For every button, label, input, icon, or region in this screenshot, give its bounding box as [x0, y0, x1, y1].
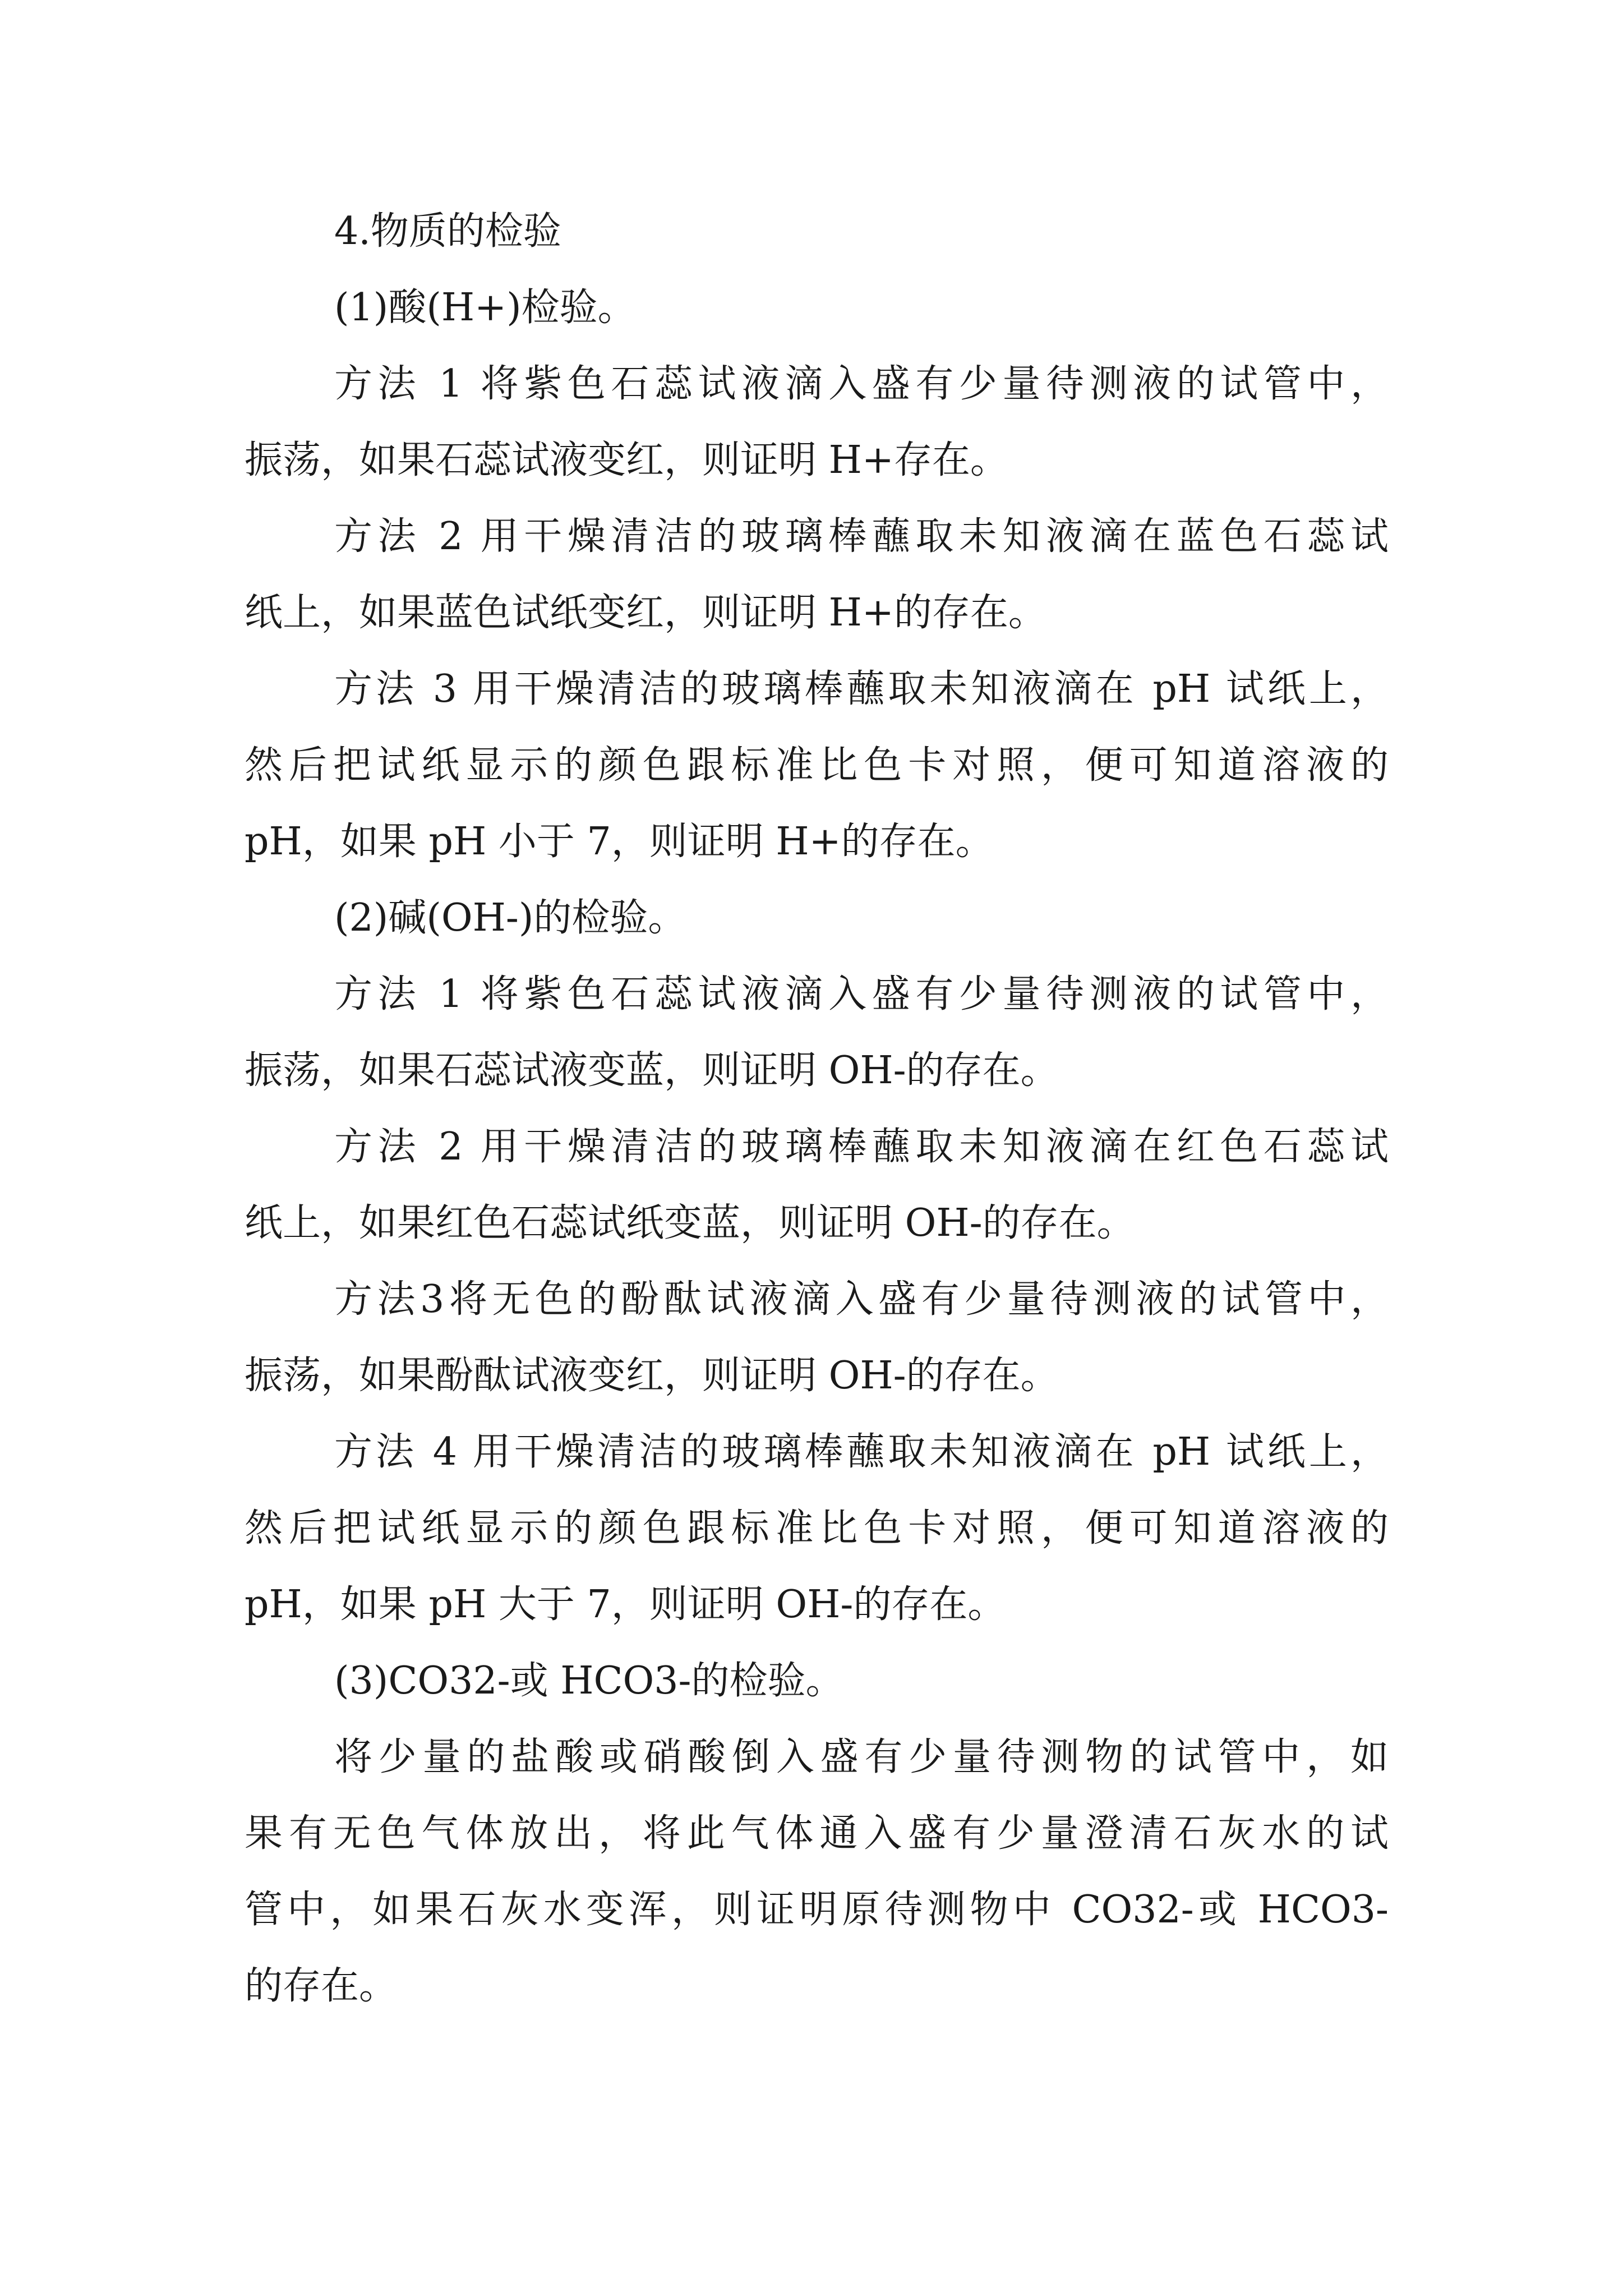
section-heading: 4.物质的检验	[334, 209, 561, 254]
paragraph-line: 然后把试纸显示的颜色跟标准比色卡对照，便可知道溶液的	[245, 743, 1389, 788]
section-title-carbonate: (3)CO32-或 HCO3-的检验。	[334, 1659, 844, 1703]
paragraph-line: 纸上，如果红色石蕊试纸变蓝，则证明 OH-的存在。	[245, 1201, 1135, 1245]
paragraph-line: 方法 1 将紫色石蕊试液滴入盛有少量待测液的试管中，	[334, 972, 1389, 1016]
section-title-base: (2)碱(OH-)的检验。	[334, 896, 686, 940]
paragraph-line: 振荡，如果酚酞试液变红，则证明 OH-的存在。	[245, 1354, 1059, 1398]
paragraph-line: 振荡，如果石蕊试液变蓝，则证明 OH-的存在。	[245, 1048, 1059, 1093]
paragraph-line: 方法3将无色的酚酞试液滴入盛有少量待测液的试管中，	[334, 1277, 1389, 1322]
paragraph-line: 方法 2 用干燥清洁的玻璃棒蘸取未知液滴在蓝色石蕊试	[334, 514, 1389, 559]
paragraph-line: 的存在。	[245, 1964, 398, 2008]
paragraph-line: 果有无色气体放出，将此气体通入盛有少量澄清石灰水的试	[245, 1811, 1389, 1856]
paragraph-line: 方法 1 将紫色石蕊试液滴入盛有少量待测液的试管中，	[334, 362, 1389, 406]
paragraph-line: pH，如果 pH 小于 7，则证明 H+的存在。	[245, 820, 994, 864]
paragraph-line: pH，如果 pH 大于 7，则证明 OH-的存在。	[245, 1582, 1006, 1627]
paragraph-line: 管中，如果石灰水变浑，则证明原待测物中 CO32-或 HCO3-	[245, 1888, 1389, 1932]
paragraph-line: 方法 2 用干燥清洁的玻璃棒蘸取未知液滴在红色石蕊试	[334, 1125, 1389, 1169]
paragraph-line: 将少量的盐酸或硝酸倒入盛有少量待测物的试管中，如	[334, 1735, 1389, 1779]
paragraph-line: 方法 4 用干燥清洁的玻璃棒蘸取未知液滴在 pH 试纸上，	[334, 1430, 1389, 1474]
paragraph-line: 振荡，如果石蕊试液变红，则证明 H+存在。	[245, 438, 1008, 482]
paragraph-line: 纸上，如果蓝色试纸变红，则证明 H+的存在。	[245, 591, 1046, 635]
section-title-acid: (1)酸(H+)检验。	[334, 286, 636, 330]
paragraph-line: 方法 3 用干燥清洁的玻璃棒蘸取未知液滴在 pH 试纸上，	[334, 667, 1389, 711]
paragraph-line: 然后把试纸显示的颜色跟标准比色卡对照，便可知道溶液的	[245, 1506, 1389, 1550]
